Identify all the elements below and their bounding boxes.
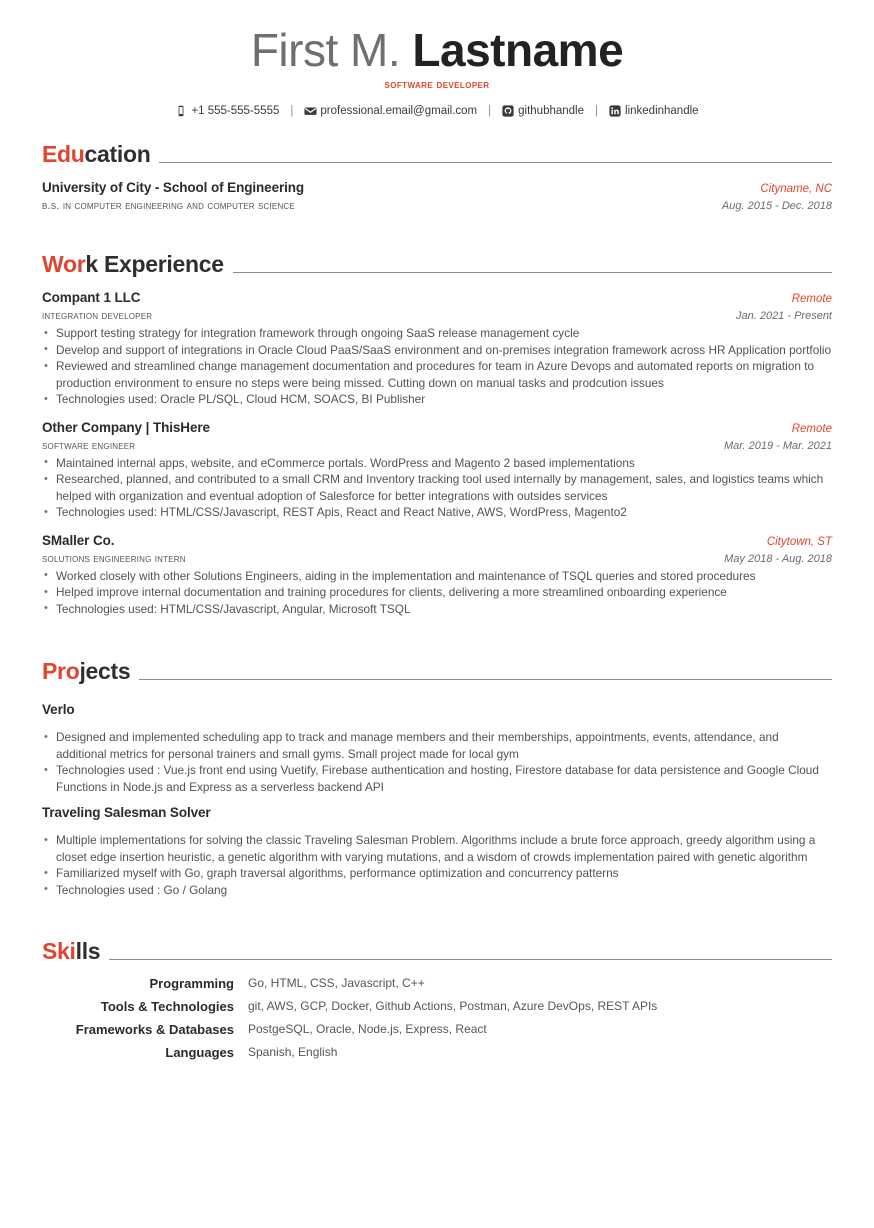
project-bullets xyxy=(42,832,832,898)
contact-linkedin-text: linkedinhandle xyxy=(625,105,699,117)
education-dates: Aug. 2015 - Dec. 2018 xyxy=(721,200,832,212)
skills-title xyxy=(42,938,100,964)
skill-value: git, AWS, GCP, Docker, Github Actions, Postman, Azure DevOps, REST APIs xyxy=(248,999,658,1013)
work-entry-sub xyxy=(42,553,832,565)
bullet-item: • Helped improve internal documentation and training procedures for clients, delivering a more streamlined onboarding experience xyxy=(42,584,832,601)
bullet-item: • Reviewed and streamlined change management documentation and procedures for team in Azure Devops and automated reports on migration to production environment to ensure no steps were being missed. Cutting down on manual tasks and prodcution issues xyxy=(42,358,832,391)
work-rule xyxy=(233,272,832,273)
skills-row xyxy=(42,1020,657,1043)
skills-title-highlight: Ski xyxy=(42,938,76,964)
contact-separator-3: | xyxy=(595,105,599,117)
work-bullets xyxy=(42,455,832,521)
education-title-highlight: Edu xyxy=(42,141,85,167)
skills-title-rest: lls xyxy=(75,938,101,964)
work-title-highlight: Wor xyxy=(42,251,86,277)
skill-value: PostgeSQL, Oracle, Node.js, Express, React xyxy=(248,1022,487,1036)
skill-value: Spanish, English xyxy=(248,1045,338,1059)
education-title xyxy=(42,141,150,167)
skill-label: Languages xyxy=(165,1045,234,1060)
skill-value: Go, HTML, CSS, Javascript, C++ xyxy=(248,976,425,990)
full-name xyxy=(42,22,832,78)
work-location: Remote xyxy=(791,293,832,305)
email-icon xyxy=(304,105,316,117)
work-entry xyxy=(42,420,832,521)
education-entry-sub xyxy=(42,200,832,212)
education-school: University of City - School of Engineering xyxy=(42,180,305,195)
skills-rule xyxy=(109,959,832,960)
contact-bar xyxy=(42,105,832,117)
education-location: Cityname, NC xyxy=(760,183,832,195)
projects-title xyxy=(42,658,130,684)
bullet-item: • Technologies used: HTML/CSS/Javascript, Angular, Microsoft TSQL xyxy=(42,601,832,618)
work-entry-top xyxy=(42,290,832,305)
work-entry-sub xyxy=(42,440,832,452)
work-company: Other Company | ThisHere xyxy=(42,419,210,435)
skills-row xyxy=(42,1043,657,1066)
work-dates: May 2018 - Aug. 2018 xyxy=(724,552,832,565)
first-name: First M. xyxy=(250,24,413,76)
bullet-item: • Develop and support of integrations in Oracle Cloud PaaS/SaaS environment and on-premises integration framework across HR Application portfolio xyxy=(42,342,832,359)
projects-rule xyxy=(139,679,832,680)
bullet-item: • Multiple implementations for solving the classic Traveling Salesman Problem. Algorithms include a brute force approach, greedy algorithm using a closet edge insertion heuristic, a genetic algorithm with varying mutations, and a wisdom of crowds implementation paired with genetic algorithm xyxy=(42,832,832,865)
section-work-experience xyxy=(42,251,832,617)
bullet-item: • Worked closely with other Solutions Engineers, aiding in the implementation and maintenance of TSQL queries and stored procedures xyxy=(42,568,832,585)
work-bullets xyxy=(42,568,832,618)
skill-label: Frameworks & Databases xyxy=(75,1022,234,1037)
contact-separator-1: | xyxy=(290,105,294,117)
work-role: solutions engineering intern xyxy=(42,552,186,565)
work-company: Compant 1 LLC xyxy=(42,290,141,305)
resume-header xyxy=(42,0,832,117)
work-entry-top xyxy=(42,533,832,548)
work-title xyxy=(42,251,224,277)
phone-icon xyxy=(175,105,187,117)
work-dates: Mar. 2019 - Mar. 2021 xyxy=(723,439,832,452)
work-heading xyxy=(42,251,832,277)
bullet-item: • Familiarized myself with Go, graph traversal algorithms, performance optimization and concurrency patterns xyxy=(42,865,832,882)
work-bullets xyxy=(42,325,832,408)
education-entry xyxy=(42,180,832,212)
bullet-item: • Technologies used : Vue.js front end using Vuetify, Firebase authentication and hosting, Firestore database for data persistence and Google Cloud Functions in Node.js and Express as a serverless backend API xyxy=(42,762,832,795)
work-entry-top xyxy=(42,420,832,435)
bullet-item: • Technologies used: Oracle PL/SQL, Cloud HCM, SOACS, BI Publisher xyxy=(42,391,832,408)
projects-title-highlight: Pro xyxy=(42,658,80,684)
projects-heading xyxy=(42,658,832,684)
work-role: software engineer xyxy=(42,439,136,452)
section-skills xyxy=(42,938,832,1066)
project-bullets xyxy=(42,729,832,795)
skill-label: Programming xyxy=(149,976,234,991)
work-dates: Jan. 2021 - Present xyxy=(735,310,832,322)
contact-phone[interactable] xyxy=(175,105,279,117)
section-projects xyxy=(42,658,832,898)
work-location: Remote xyxy=(791,422,832,435)
contact-separator-2: | xyxy=(488,105,492,117)
contact-linkedin[interactable] xyxy=(609,105,699,117)
bullet-item: • Technologies used: HTML/CSS/Javascript, REST Apis, React and React Native, AWS, WordPress, Magento2 xyxy=(42,504,832,521)
project-entry xyxy=(42,805,832,898)
job-subtitle: software developer xyxy=(384,79,490,91)
project-name: Traveling Salesman Solver xyxy=(42,805,211,820)
education-degree: b.s. in computer engineering and computer science xyxy=(42,200,295,212)
skills-heading xyxy=(42,938,832,964)
last-name: Lastname xyxy=(412,24,624,76)
contact-github-text: githubhandle xyxy=(518,105,585,117)
projects-title-rest: jects xyxy=(79,658,131,684)
bullet-item: • Support testing strategy for integration framework through ongoing SaaS release management cycle xyxy=(42,325,832,342)
education-heading xyxy=(42,141,832,167)
bullet-item: • Technologies used : Go / Golang xyxy=(42,882,832,899)
section-education xyxy=(42,141,832,212)
work-entry xyxy=(42,533,832,618)
contact-email[interactable] xyxy=(304,105,477,117)
contact-email-text: professional.email@gmail.com xyxy=(320,105,478,117)
github-icon xyxy=(502,105,514,117)
skills-row xyxy=(42,974,657,997)
work-title-rest: k Experience xyxy=(85,251,224,277)
linkedin-icon xyxy=(609,105,621,117)
skills-row xyxy=(42,997,657,1020)
contact-github[interactable] xyxy=(502,105,584,117)
bullet-item: • Designed and implemented scheduling app to track and manage members and their memberships, appointments, events, attendance, and additional metrics for personal trainers and small gyms. Small project made for local gym xyxy=(42,729,832,762)
education-entry-top xyxy=(42,180,832,195)
work-entry xyxy=(42,290,832,408)
project-entry xyxy=(42,702,832,795)
contact-phone-text: +1 555-555-5555 xyxy=(191,105,280,117)
work-entry-sub xyxy=(42,310,832,322)
skills-table xyxy=(42,974,657,1066)
work-company: SMaller Co. xyxy=(42,532,115,548)
work-role: integration developer xyxy=(42,310,153,322)
education-rule xyxy=(159,162,832,163)
project-name: Verlo xyxy=(42,702,75,717)
skill-label: Tools & Technologies xyxy=(100,999,234,1014)
bullet-item: • Maintained internal apps, website, and eCommerce portals. WordPress and Magento 2 based implementations xyxy=(42,455,832,472)
work-location: Citytown, ST xyxy=(766,535,832,548)
bullet-item: • Researched, planned, and contributed to a small CRM and Inventory tracking tool used internally by management, sales, and logistics teams which helped with organization and eventual adoption of Salesforce for better integrations with outsides services xyxy=(42,471,832,504)
education-title-rest: cation xyxy=(84,141,151,167)
